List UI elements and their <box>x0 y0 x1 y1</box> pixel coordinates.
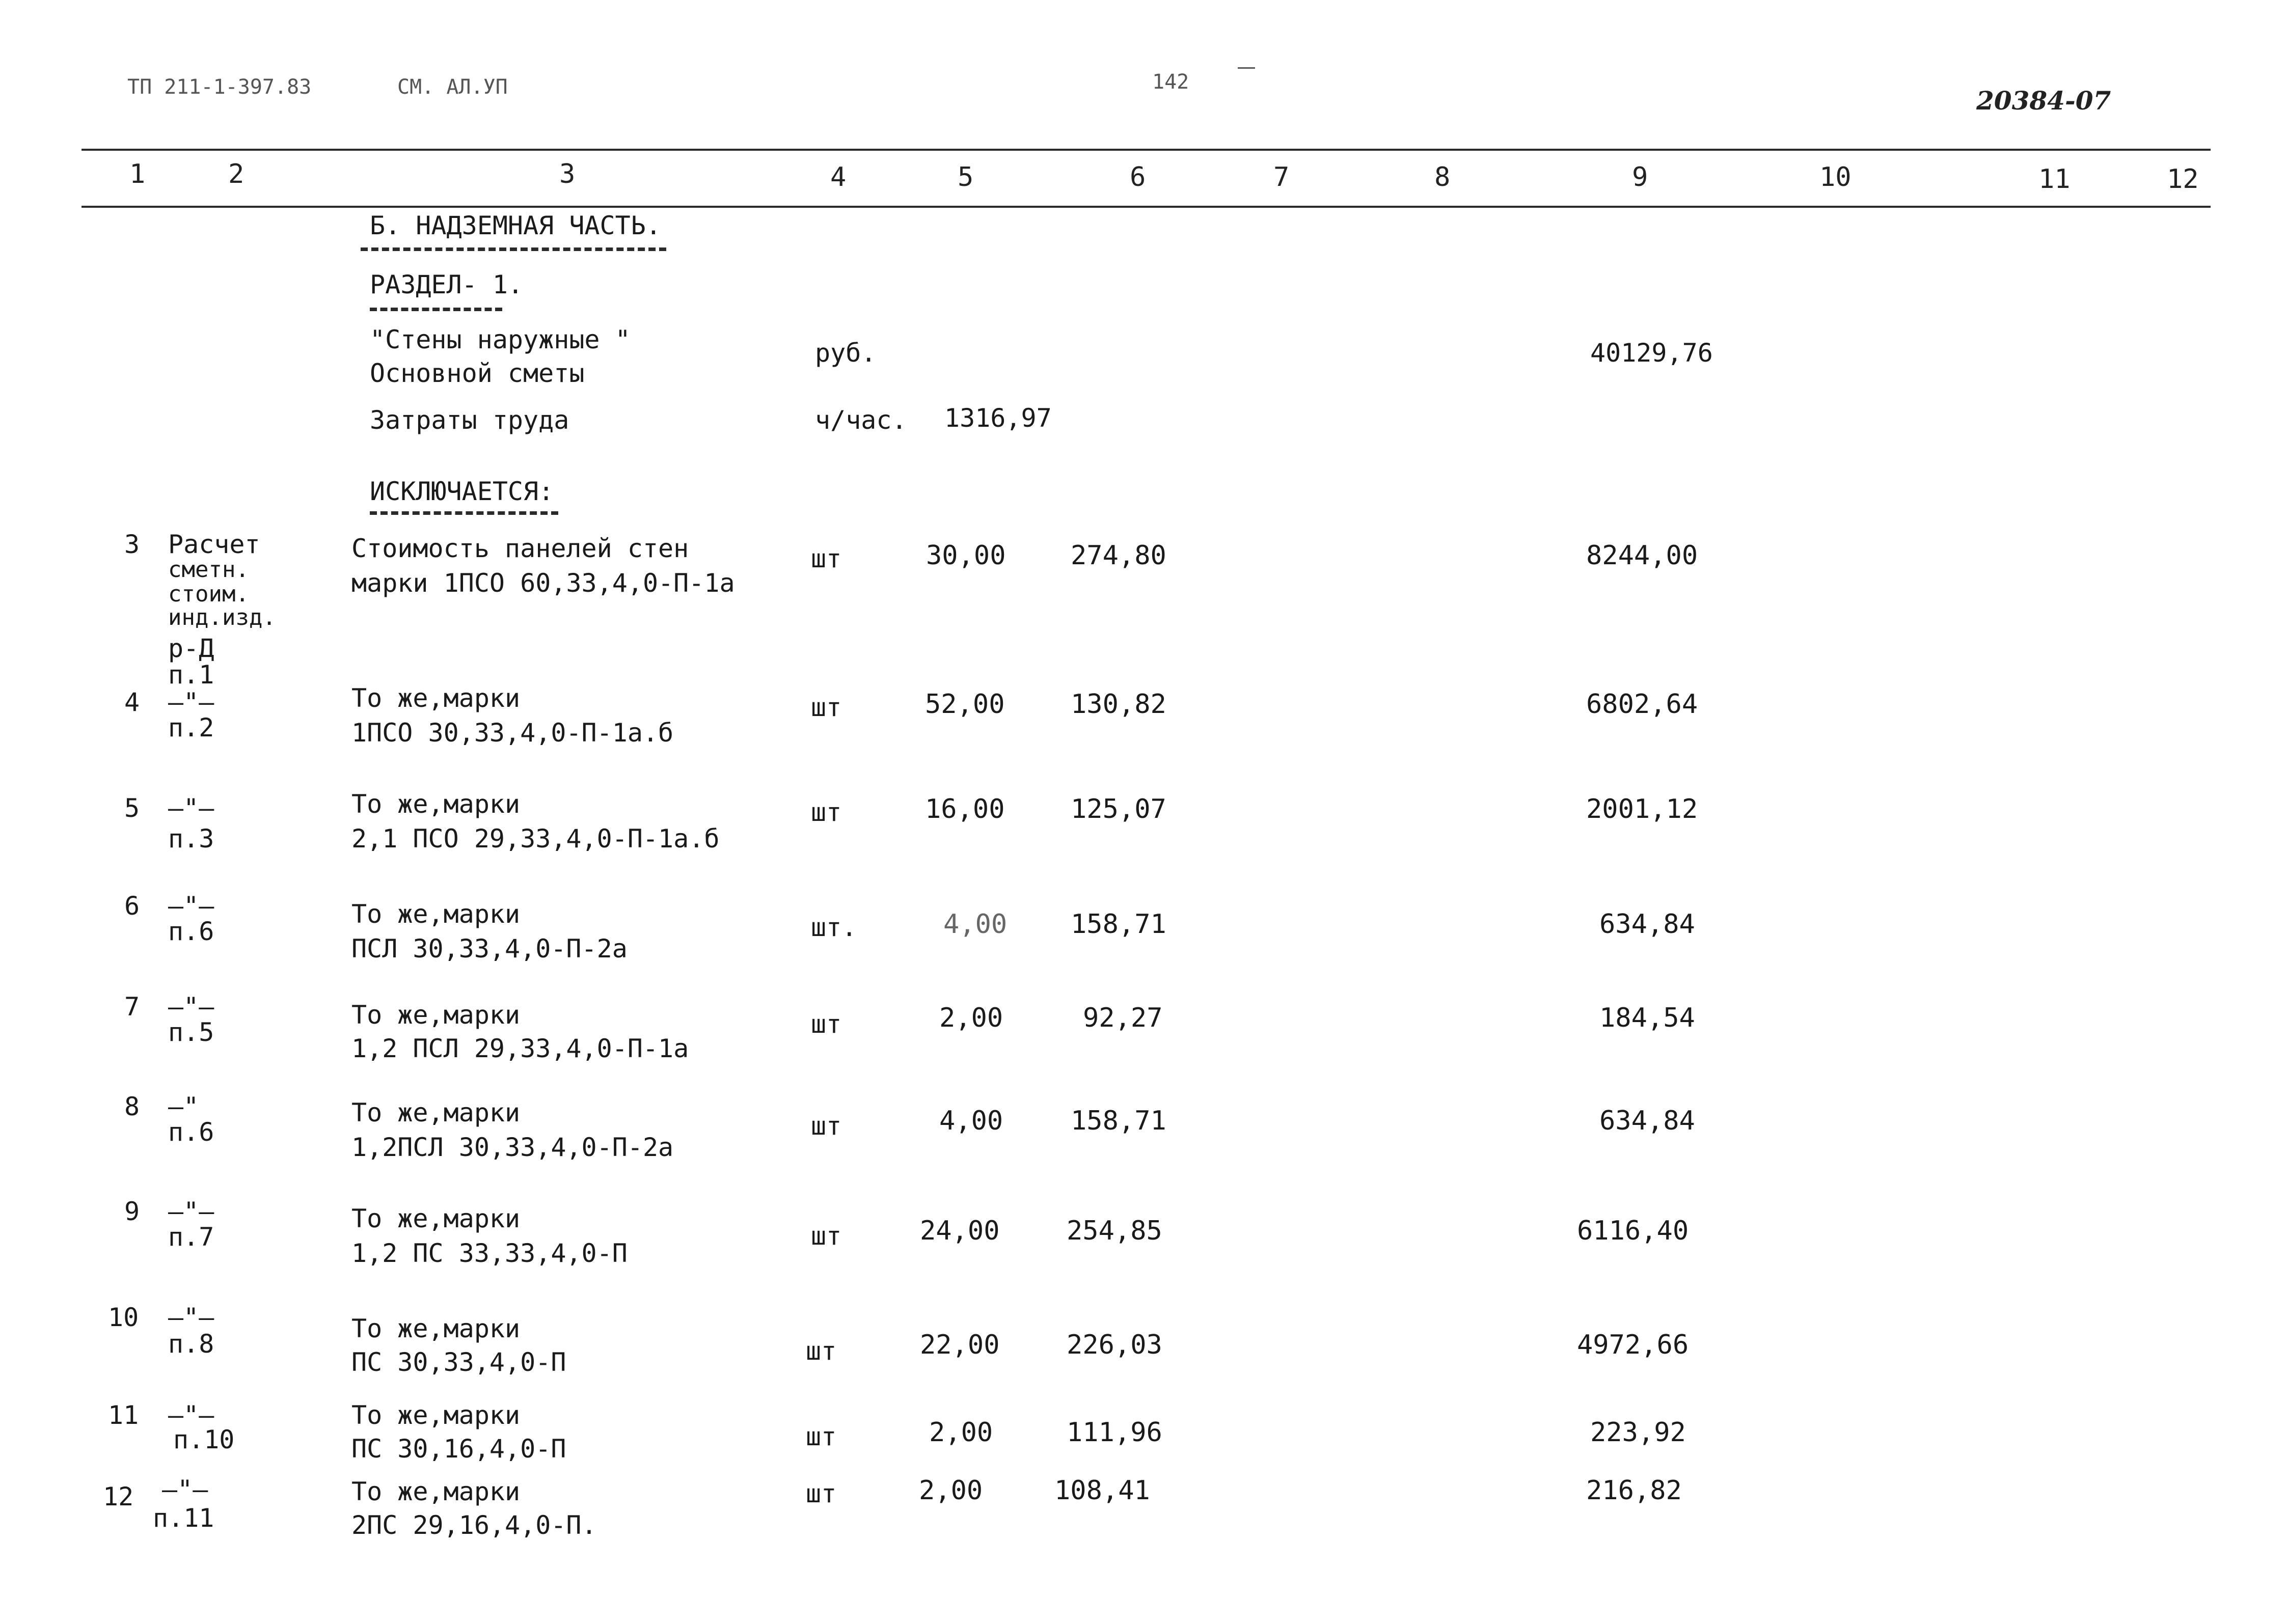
row-unit-price: 158,71 <box>1071 1106 1166 1136</box>
row-unit-price: 274,80 <box>1071 540 1166 571</box>
labor-value: 1316,97 <box>944 403 1052 433</box>
row-number: 9 <box>124 1197 140 1226</box>
row-unit: шт <box>811 1221 842 1251</box>
row-unit: шт <box>806 1422 837 1451</box>
row-reference: Расчет <box>168 530 260 559</box>
row-description: 2,1 ПСО 29,33,4,0-П-1а.б <box>351 824 720 854</box>
column-header-5: 5 <box>958 162 974 192</box>
row-reference: п.2 <box>168 713 214 742</box>
row-number: 12 <box>103 1482 134 1511</box>
row-description: 1,2ПСЛ 30,33,4,0-П-2а <box>351 1133 674 1162</box>
section-title-underline <box>370 308 502 311</box>
section-name-line1: "Стены наружные " <box>370 325 631 354</box>
row-quantity: 2,00 <box>919 1475 983 1506</box>
row-number: 7 <box>124 992 140 1022</box>
row-total: 2001,12 <box>1586 794 1698 824</box>
row-reference: —"— <box>162 1475 208 1504</box>
column-header-12: 12 <box>2167 164 2199 195</box>
row-total: 8244,00 <box>1586 540 1698 571</box>
column-header-7: 7 <box>1273 162 1290 192</box>
row-description: То же,марки <box>351 1000 521 1030</box>
row-unit-price: 92,27 <box>1083 1003 1163 1033</box>
row-reference: п.6 <box>168 917 214 946</box>
row-description: ПС 30,33,4,0-П <box>351 1347 566 1377</box>
column-header-10: 10 <box>1819 162 1852 192</box>
row-reference: —"— <box>168 891 214 921</box>
row-unit: шт <box>811 544 842 573</box>
row-unit: шт <box>811 1111 842 1141</box>
row-reference: —"— <box>168 1400 214 1430</box>
row-quantity: 52,00 <box>925 689 1005 720</box>
row-unit-price: 158,71 <box>1071 909 1166 940</box>
row-description: 1,2 ПС 33,33,4,0-П <box>351 1238 628 1268</box>
row-total: 216,82 <box>1586 1475 1682 1506</box>
column-header-11: 11 <box>2038 164 2071 195</box>
column-header-2: 2 <box>228 159 244 189</box>
row-unit-price: 226,03 <box>1067 1330 1162 1360</box>
row-description: Стоимость панелей стен <box>351 534 689 563</box>
row-reference: п.5 <box>168 1017 214 1047</box>
row-unit-price: 125,07 <box>1071 794 1166 824</box>
row-quantity: 2,00 <box>939 1003 1003 1033</box>
row-quantity: 4,00 <box>943 909 1008 940</box>
row-unit-price: 108,41 <box>1054 1475 1150 1506</box>
section-total: 40129,76 <box>1590 338 1713 368</box>
row-description: То же,марки <box>351 1204 521 1233</box>
row-quantity: 30,00 <box>926 540 1006 571</box>
excluded-underline <box>370 511 558 515</box>
row-unit: шт. <box>811 913 857 942</box>
row-reference: —"— <box>168 1197 214 1226</box>
row-quantity: 2,00 <box>929 1417 993 1448</box>
row-unit: шт <box>811 1009 842 1039</box>
row-reference: п.11 <box>153 1503 214 1533</box>
row-reference: —"— <box>168 793 214 823</box>
header-bottom-rule <box>81 206 2211 208</box>
row-description: То же,марки <box>351 1400 521 1430</box>
row-reference: —"— <box>168 687 214 717</box>
row-description: марки 1ПСО 60,33,4,0-П-1а <box>351 568 735 598</box>
row-number: 6 <box>124 891 140 921</box>
row-unit: шт <box>811 693 842 722</box>
column-header-6: 6 <box>1130 162 1146 192</box>
row-unit: шт <box>811 797 842 827</box>
header-top-rule <box>81 149 2211 151</box>
row-number: 3 <box>124 530 140 559</box>
row-description: ПС 30,16,4,0-П <box>351 1434 566 1464</box>
row-reference: п.8 <box>168 1329 214 1359</box>
row-description: 1ПСО 30,33,4,0-П-1а.б <box>351 718 674 748</box>
row-quantity: 24,00 <box>920 1216 1000 1246</box>
row-total: 634,84 <box>1599 1106 1695 1136</box>
part-title-underline <box>361 247 666 251</box>
row-reference: —"— <box>168 1303 214 1332</box>
row-unit-price: 254,85 <box>1067 1216 1162 1246</box>
row-reference: п.1 <box>168 660 214 690</box>
row-reference: стоим. <box>168 581 249 607</box>
inventory-number: 20384-07 <box>1976 86 2111 116</box>
row-total: 634,84 <box>1599 909 1695 940</box>
row-reference: п.10 <box>173 1425 235 1454</box>
row-number: 11 <box>108 1400 139 1430</box>
excluded-label: ИСКЛЮЧАЕТСЯ: <box>370 477 554 506</box>
row-reference: р-Д <box>168 634 214 663</box>
row-number: 8 <box>124 1092 140 1121</box>
row-quantity: 22,00 <box>920 1330 1000 1360</box>
labor-unit: ч/час. <box>815 405 907 435</box>
row-unit-price: 130,82 <box>1071 689 1166 720</box>
section-title: РАЗДЕЛ- 1. <box>370 270 524 299</box>
row-quantity: 4,00 <box>939 1106 1003 1136</box>
header-mark <box>1238 67 1255 69</box>
row-total: 223,92 <box>1590 1417 1686 1448</box>
column-header-4: 4 <box>830 162 847 192</box>
row-description: ПСЛ 30,33,4,0-П-2а <box>351 934 628 964</box>
document-code: ТП 211-1-397.83 <box>127 75 312 99</box>
row-description: То же,марки <box>351 789 521 819</box>
row-description: 1,2 ПСЛ 29,33,4,0-П-1а <box>351 1034 689 1063</box>
row-description: То же,марки <box>351 899 521 929</box>
column-header-1: 1 <box>129 159 146 189</box>
album-reference: СМ. АЛ.УП <box>397 75 508 99</box>
row-number: 5 <box>124 793 140 823</box>
row-reference: сметн. <box>168 557 249 583</box>
row-reference: п.7 <box>168 1222 214 1252</box>
row-reference: —" <box>168 1092 199 1121</box>
column-header-8: 8 <box>1434 162 1451 192</box>
row-total: 184,54 <box>1599 1003 1695 1033</box>
row-description: То же,марки <box>351 683 521 713</box>
section-unit: руб. <box>815 338 877 368</box>
row-reference: —"— <box>168 992 214 1022</box>
labor-label: Затраты труда <box>370 405 569 435</box>
part-title: Б. НАДЗЕМНАЯ ЧАСТЬ. <box>370 211 661 240</box>
row-total: 6116,40 <box>1577 1216 1689 1246</box>
section-name-line2: Основной сметы <box>370 359 585 388</box>
column-header-9: 9 <box>1632 162 1648 192</box>
page-number: 142 <box>1152 70 1189 94</box>
row-reference: п.6 <box>168 1117 214 1147</box>
row-number: 10 <box>108 1303 139 1332</box>
row-unit-price: 111,96 <box>1067 1417 1162 1448</box>
row-total: 4972,66 <box>1577 1330 1689 1360</box>
row-description: То же,марки <box>351 1098 521 1127</box>
row-description: То же,марки <box>351 1477 521 1506</box>
row-unit: шт <box>806 1479 837 1508</box>
row-total: 6802,64 <box>1586 689 1698 720</box>
row-reference: п.3 <box>168 824 214 854</box>
row-description: То же,марки <box>351 1314 521 1343</box>
column-header-3: 3 <box>559 159 576 189</box>
row-number: 4 <box>124 687 140 717</box>
row-description: 2ПС 29,16,4,0-П. <box>351 1510 597 1540</box>
row-unit: шт <box>806 1336 837 1366</box>
row-quantity: 16,00 <box>925 794 1005 824</box>
row-reference: инд.изд. <box>168 604 276 630</box>
